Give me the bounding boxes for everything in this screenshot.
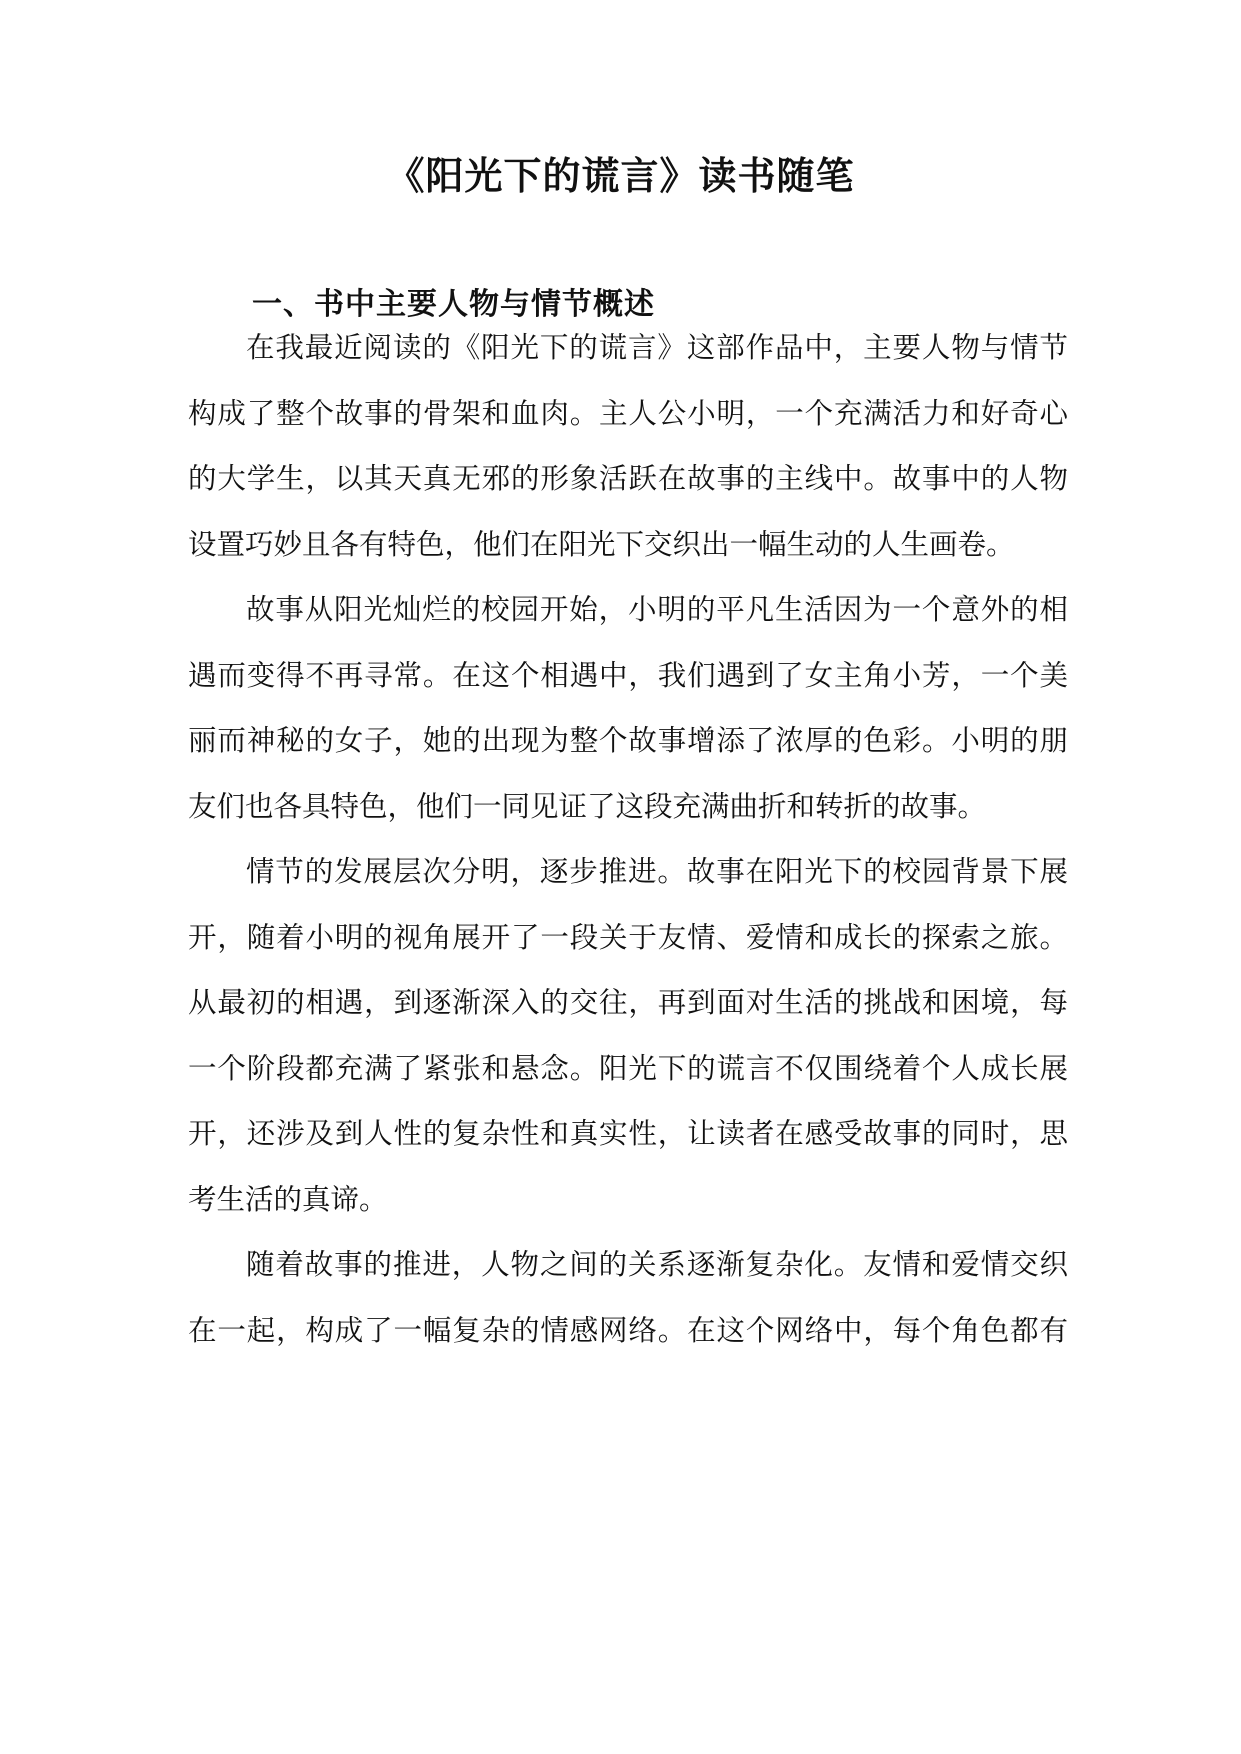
paragraph-3-line-1: 情节的发展层次分明，逐步推进。故事在阳光下的校园背景下展 <box>246 855 1068 888</box>
section-heading: 一、书中主要人物与情节概述 <box>252 287 655 322</box>
paragraph-2-line-3: 丽而神秘的女子，她的出现为整个故事增添了浓厚的色彩。小明的朋 <box>188 724 1068 757</box>
paragraph-3-line-3: 从最初的相遇，到逐渐深入的交往，再到面对生活的挑战和困境，每 <box>188 986 1068 1019</box>
paragraph-4-line-1: 随着故事的推进，人物之间的关系逐渐复杂化。友情和爱情交织 <box>246 1248 1068 1281</box>
paragraph-1-line-4: 设置巧妙且各有特色，他们在阳光下交织出一幅生动的人生画卷。 <box>188 528 1015 561</box>
paragraph-4-line-2: 在一起，构成了一幅复杂的情感网络。在这个网络中，每个角色都有 <box>188 1314 1068 1347</box>
document-title: 《阳光下的谎言》读书随笔 <box>386 153 855 198</box>
paragraph-1-line-2: 构成了整个故事的骨架和血肉。主人公小明，一个充满活力和好奇心 <box>188 397 1068 430</box>
paragraph-3-line-2: 开，随着小明的视角展开了一段关于友情、爱情和成长的探索之旅。 <box>188 921 1068 954</box>
paragraph-2-line-2: 遇而变得不再寻常。在这个相遇中，我们遇到了女主角小芳，一个美 <box>188 659 1068 692</box>
paragraph-1-line-1: 在我最近阅读的《阳光下的谎言》这部作品中，主要人物与情节 <box>246 331 1068 364</box>
paragraph-1-line-3: 的大学生，以其天真无邪的形象活跃在故事的主线中。故事中的人物 <box>188 462 1068 495</box>
paragraph-3-line-6: 考生活的真谛。 <box>188 1183 388 1216</box>
paragraph-3-line-4: 一个阶段都充满了紧张和悬念。阳光下的谎言不仅围绕着个人成长展 <box>188 1052 1068 1085</box>
paragraph-2-line-1: 故事从阳光灿烂的校园开始，小明的平凡生活因为一个意外的相 <box>246 593 1068 626</box>
paragraph-2-line-4: 友们也各具特色，他们一同见证了这段充满曲折和转折的故事。 <box>188 790 987 823</box>
paragraph-3-line-5: 开，还涉及到人性的复杂性和真实性，让读者在感受故事的同时，思 <box>188 1117 1068 1150</box>
